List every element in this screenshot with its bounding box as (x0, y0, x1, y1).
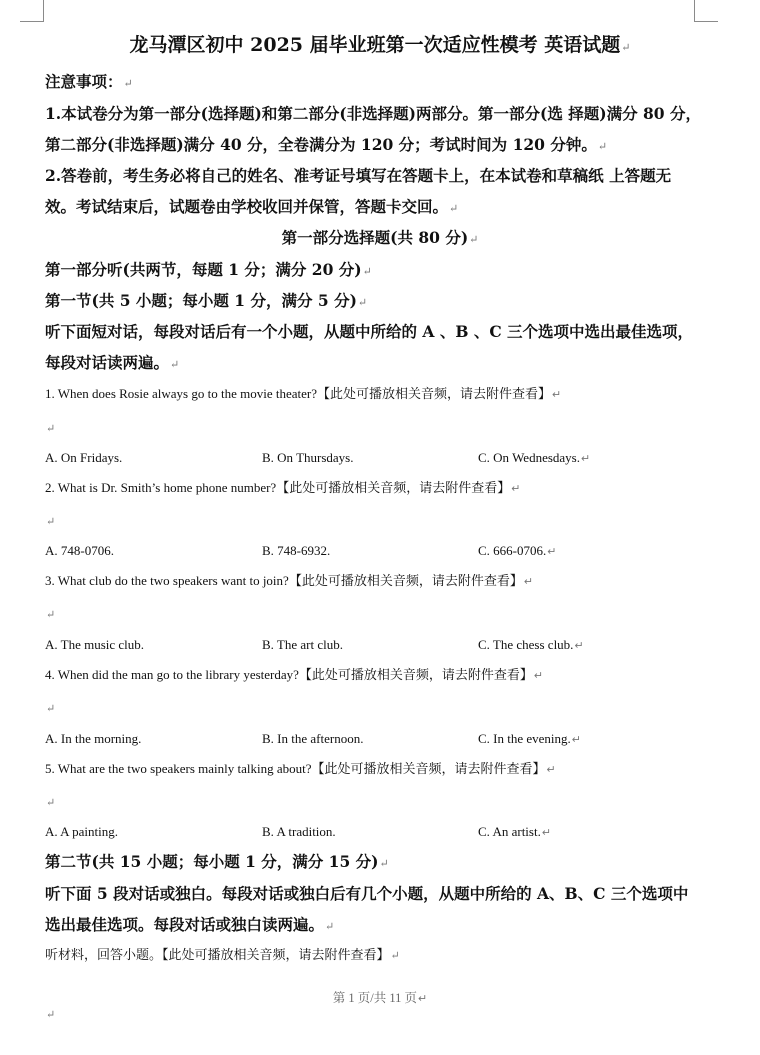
notice-heading: 注意事项：↵ (45, 72, 133, 91)
paragraph-mark-icon: ↵ (46, 796, 56, 809)
question-4-option-c: C. In the evening.↵ (478, 731, 582, 746)
paragraph-mark-icon: ↵ (449, 202, 459, 215)
section-two-instructions-line-1: 听下面 5 段对话或独白。每段对话或独白后有几个小题，从题中所给的 A、B、C 三个选项中 (45, 884, 689, 903)
paragraph-mark-icon: ↵ (574, 640, 584, 652)
notice-item-1-line-1: 1.本试卷分为第一部分(选择题)和第二部分(非选择题)两部分。第一部分(选 择题)满分 80 分， (45, 104, 701, 123)
question-4: 4. When did the man go to the library yesterday?【此处可播放相关音频，请去附件查看】↵ (45, 667, 544, 682)
question-1-option-a: A. On Fridays. (45, 450, 123, 465)
section-one-instructions-line-2: 每段对话读两遍。↵ (45, 353, 180, 372)
part-one-heading: 第一部分选择题(共 80 分)↵ (281, 228, 479, 247)
paragraph-mark-icon: ↵ (547, 546, 557, 558)
notice-item-2-line-2: 效。考试结束后，试题卷由学校收回并保管，答题卡交回。↵ (45, 197, 459, 216)
question-5-option-c: C. An artist.↵ (478, 824, 552, 839)
paragraph-mark-icon: ↵ (170, 358, 180, 371)
question-3-option-c: C. The chess club.↵ (478, 637, 584, 652)
paragraph-mark-icon: ↵ (357, 296, 368, 309)
empty-paragraph (45, 512, 55, 528)
question-4-option-b: B. In the afternoon. (262, 731, 364, 746)
question-1: 1. When does Rosie always go to the movie theater?【此处可播放相关音频，请去附件查看】↵ (45, 386, 562, 401)
paragraph-mark-icon: ↵ (123, 77, 133, 90)
section-two-instructions-line-2: 选出最佳选项。每段对话或独白读两遍。↵ (45, 915, 335, 934)
listen-material-prompt: 听材料，回答小题。【此处可播放相关音频，请去附件查看】↵ (45, 948, 400, 963)
paragraph-mark-icon: ↵ (533, 670, 544, 682)
question-3: 3. What club do the two speakers want to join?【此处可播放相关音频，请去附件查看】↵ (45, 573, 534, 588)
section-one-instructions-line-1: 听下面短对话，每段对话后有一个小题，从题中所给的 A 、B 、C 三个选项中选出最佳选项， (45, 322, 694, 341)
paragraph-mark-icon: ↵ (621, 41, 631, 54)
paragraph-mark-icon: ↵ (511, 483, 521, 495)
question-2-option-c: C. 666-0706.↵ (478, 543, 557, 558)
section-two-heading: 第二节(共 15 小题；每小题 1 分，满分 15 分)↵ (45, 852, 389, 871)
question-2: 2. What is Dr. Smith’s home phone number?【此处可播放相关音频，请去附件查看】↵ (45, 480, 521, 495)
listening-heading: 第一部分听(共两节，每题 1 分；满分 20 分)↵ (45, 260, 372, 279)
question-1-option-c: C. On Wednesdays.↵ (478, 450, 591, 465)
paragraph-mark-icon: ↵ (390, 949, 400, 962)
paragraph-mark-icon: ↵ (597, 140, 608, 153)
paragraph-mark-icon: ↵ (46, 608, 56, 621)
crop-mark-top-right (694, 0, 718, 22)
question-5-option-a: A. A painting. (45, 824, 118, 839)
paragraph-mark-icon: ↵ (418, 993, 428, 1005)
question-3-option-a: A. The music club. (45, 637, 145, 652)
question-2-option-b: B. 748-6932. (262, 543, 331, 558)
question-4-option-a: A. In the morning. (45, 731, 142, 746)
question-5-option-b: B. A tradition. (262, 824, 336, 839)
paragraph-mark-icon: ↵ (551, 389, 562, 401)
paragraph-mark-icon: ↵ (46, 422, 56, 435)
paragraph-mark-icon: ↵ (46, 702, 56, 715)
document-title: 龙马潭区初中 2025 届毕业班第一次适应性模考 英语试题↵ (129, 34, 631, 56)
paragraph-mark-icon: ↵ (46, 1008, 56, 1021)
question-3-option-b: B. The art club. (262, 637, 343, 652)
paragraph-mark-icon: ↵ (523, 576, 534, 588)
page-footer: 第 1 页/共 11 页↵ (332, 991, 428, 1005)
crop-mark-top-left (20, 0, 44, 22)
section-one-heading: 第一节(共 5 小题；每小题 1 分，满分 5 分)↵ (45, 291, 368, 310)
notice-item-1-line-2: 第二部分(非选择题)满分 40 分，全卷满分为 120 分；考试时间为 120 分钟。↵ (45, 135, 608, 154)
empty-paragraph (45, 699, 55, 715)
paragraph-mark-icon: ↵ (362, 265, 372, 278)
empty-paragraph (45, 605, 55, 621)
empty-paragraph (45, 793, 55, 809)
question-2-option-a: A. 748-0706. (45, 543, 114, 558)
notice-item-2-line-1: 2.答卷前，考生务必将自己的姓名、准考证号填写在答题卡上，在本试卷和草稿纸 上答题无 (45, 166, 672, 185)
empty-paragraph (45, 1005, 55, 1021)
paragraph-mark-icon: ↵ (325, 920, 335, 933)
empty-paragraph (45, 419, 55, 435)
paragraph-mark-icon: ↵ (546, 764, 556, 776)
paragraph-mark-icon: ↵ (469, 233, 479, 246)
paragraph-mark-icon: ↵ (46, 515, 56, 528)
paragraph-mark-icon: ↵ (580, 453, 591, 465)
paragraph-mark-icon: ↵ (379, 857, 389, 870)
question-5: 5. What are the two speakers mainly talking about?【此处可播放相关音频，请去附件查看】↵ (45, 761, 556, 776)
paragraph-mark-icon: ↵ (571, 734, 582, 746)
question-1-option-b: B. On Thursdays. (262, 450, 354, 465)
paragraph-mark-icon: ↵ (541, 827, 552, 839)
